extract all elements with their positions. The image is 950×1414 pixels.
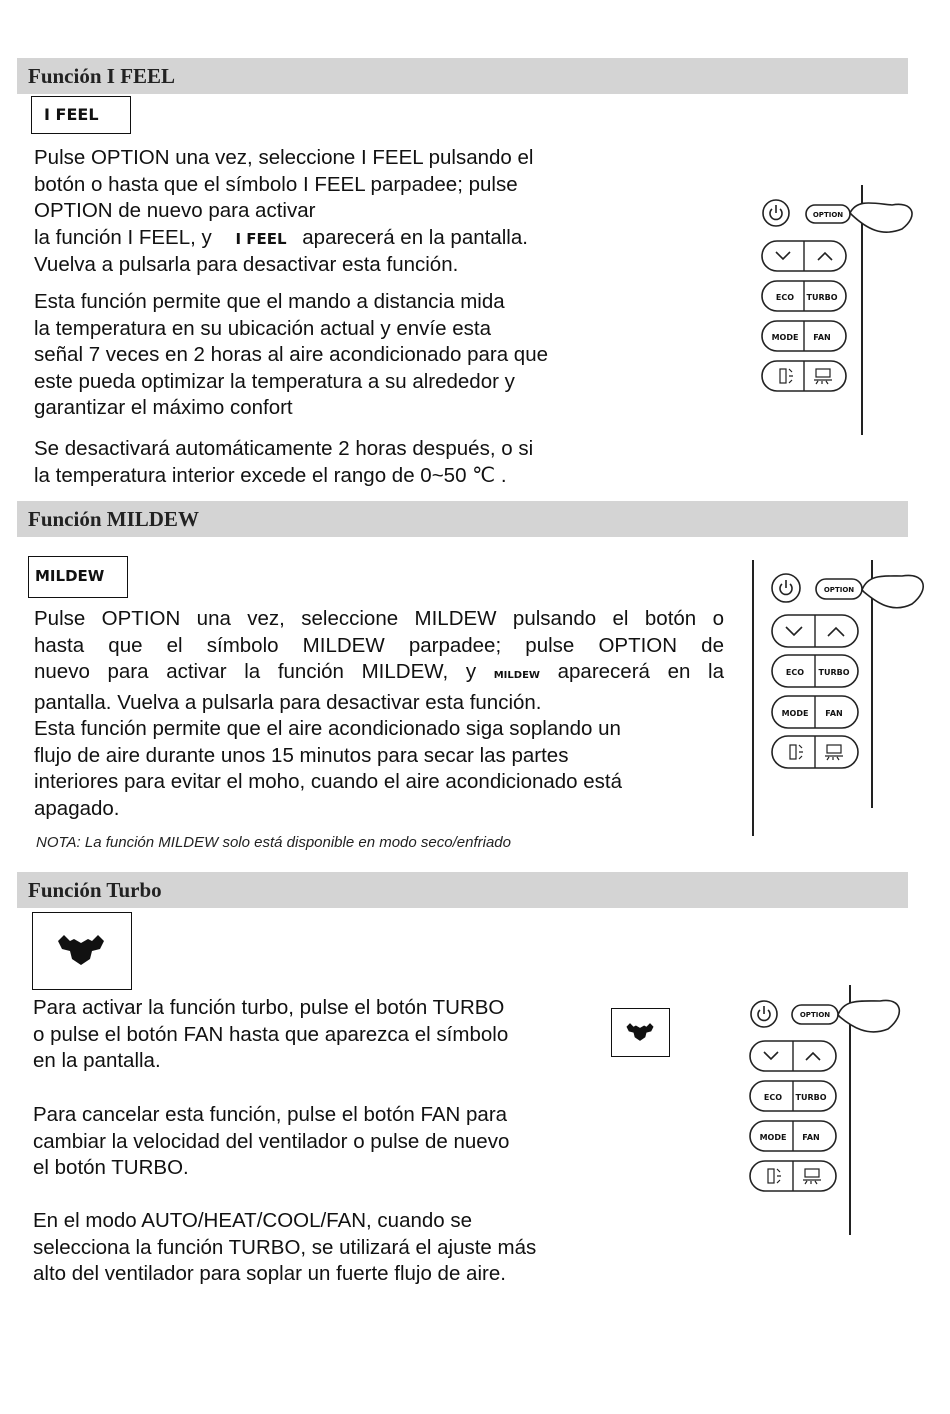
turbo-key-label: TURBO	[806, 293, 838, 302]
text-line: alto del ventilador para soplar un fuerte flujo de aire.	[33, 1262, 506, 1285]
turbo-icon	[56, 933, 106, 967]
text-line: la temperatura en su ubicación actual y envíe esta	[34, 316, 491, 340]
turbo-icon	[625, 1022, 655, 1042]
text-line: pantalla. Vuelva a pulsarla para desactivar esta función.	[34, 690, 542, 714]
option-key-label: OPTION	[812, 211, 844, 219]
ifeel-paragraph-3	[34, 436, 533, 489]
mode-key-label: MODE	[759, 1133, 787, 1142]
turbo-symbol-box	[32, 912, 132, 990]
mildew-inline-icon: MILDEW	[493, 670, 540, 681]
text-line: apagado.	[34, 796, 120, 820]
ifeel-paragraph-2	[34, 289, 548, 422]
text-line: garantizar el máximo confort	[34, 396, 293, 419]
text-line: En el modo AUTO/HEAT/COOL/FAN, cuando se	[33, 1209, 473, 1232]
eco-key-label: ECO	[775, 293, 795, 302]
text-line: Pulse OPTION una vez, seleccione MILDEW pulsando el botón o	[34, 607, 724, 630]
ifeel-paragraph-1	[34, 145, 533, 279]
remote-illustration-2	[750, 560, 930, 840]
mildew-paragraph	[34, 606, 724, 822]
text-line: botón o hasta que el símbolo I FEEL parpadee; pulse	[34, 172, 518, 196]
text-line: Vuelva a pulsarla para desactivar esta función.	[34, 253, 459, 276]
fan-key-label: FAN	[825, 709, 843, 718]
fan-key-label: FAN	[813, 333, 831, 342]
turbo-key-label: TURBO	[818, 668, 850, 677]
turbo-symbol-small-box	[611, 1008, 670, 1057]
remote-control-icon	[738, 985, 908, 1240]
text-line: Pulse OPTION una vez, seleccione I FEEL pulsando el	[34, 146, 534, 169]
text-line: o pulse el botón FAN hasta que aparezca el símbolo	[33, 1022, 509, 1046]
text-line: selecciona la función TURBO, se utilizará el ajuste más	[33, 1235, 537, 1259]
text-line: Esta función permite que el aire acondicionado siga soplando un	[34, 717, 621, 740]
ifeel-symbol: I FEEL	[44, 105, 99, 124]
option-key-label: OPTION	[799, 1011, 831, 1019]
text-line: OPTION de nuevo para activar	[34, 199, 316, 222]
section-title: Función MILDEW	[28, 507, 199, 531]
section-header-ifeel	[17, 58, 908, 94]
section-header-turbo	[17, 872, 908, 908]
text-line: flujo de aire durante unos 15 minutos para secar las partes	[34, 743, 569, 767]
turbo-paragraph-1	[33, 995, 508, 1075]
text-line: el botón TURBO.	[33, 1156, 189, 1179]
text-line: cambiar la velocidad del ventilador o pulse de nuevo	[33, 1129, 510, 1153]
text-line-with-symbol	[34, 659, 724, 690]
text-line: Para activar la función turbo, pulse el botón TURBO	[33, 996, 505, 1019]
text-fragment: la función I FEEL, y	[34, 225, 212, 249]
fan-key-label: FAN	[802, 1133, 820, 1142]
section-title: Función Turbo	[28, 878, 162, 902]
remote-control-icon	[752, 185, 922, 440]
mode-key-label: MODE	[771, 333, 799, 342]
text-line: Esta función permite que el mando a distancia mida	[34, 290, 505, 313]
mildew-note: NOTA: La función MILDEW solo está disponible en modo seco/enfriado	[36, 834, 511, 851]
remote-control-icon	[750, 560, 930, 840]
text-fragment: nuevo para activar la función MILDEW, y	[34, 660, 477, 683]
text-fragment: aparecerá en la pantalla.	[302, 225, 528, 249]
text-line: señal 7 veces en 2 horas al aire acondicionado para que	[34, 343, 548, 366]
text-fragment: aparecerá en la	[557, 660, 724, 683]
ifeel-inline-icon: I FEEL	[235, 229, 287, 248]
section-header-mildew	[17, 501, 908, 537]
mode-key-label: MODE	[781, 709, 809, 718]
mildew-symbol-box	[28, 556, 128, 598]
section-title: Función I FEEL	[28, 64, 176, 88]
text-line: hasta que el símbolo MILDEW parpadee; pulse OPTION de	[34, 633, 724, 657]
ifeel-symbol-box	[31, 96, 131, 134]
text-line: la temperatura interior excede el rango de 0~50 ℃ .	[34, 463, 507, 487]
eco-key-label: ECO	[785, 668, 805, 677]
text-line-with-symbol	[34, 225, 533, 253]
eco-key-label: ECO	[763, 1093, 783, 1102]
turbo-key-label: TURBO	[795, 1093, 827, 1102]
text-line: interiores para evitar el moho, cuando el aire acondicionado está	[34, 770, 623, 793]
text-line: Se desactivará automáticamente 2 horas después, o si	[34, 437, 534, 460]
turbo-paragraph-3	[33, 1208, 536, 1288]
text-line: Para cancelar esta función, pulse el botón FAN para	[33, 1103, 508, 1126]
text-line: este pueda optimizar la temperatura a su alrededor y	[34, 369, 515, 393]
text-line: en la pantalla.	[33, 1049, 161, 1072]
remote-illustration-3	[738, 985, 908, 1240]
mildew-symbol: MILDEW	[35, 567, 105, 585]
remote-illustration-1	[752, 185, 922, 440]
option-key-label: OPTION	[823, 586, 855, 594]
turbo-paragraph-2	[33, 1102, 509, 1182]
